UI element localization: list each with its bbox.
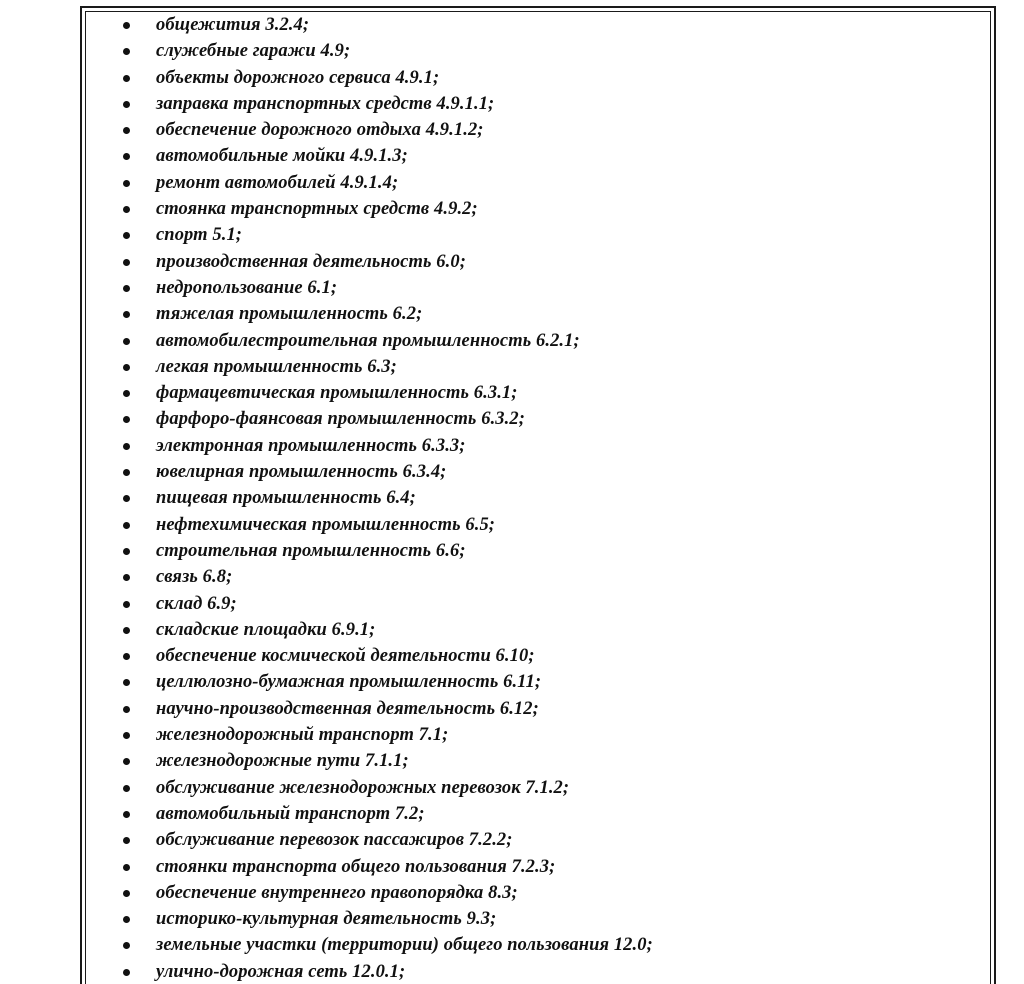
bullet-icon xyxy=(123,22,130,29)
list-item-text: целлюлозно-бумажная промышленность 6.11; xyxy=(156,672,542,693)
list-item-text: стоянки транспорта общего пользования 7.2.3; xyxy=(156,856,556,877)
list-item xyxy=(0,564,1024,590)
list-item-text: легкая промышленность 6.3; xyxy=(156,356,397,377)
list-item xyxy=(0,932,1024,958)
list-item xyxy=(0,854,1024,880)
list-item-text: автомобильные мойки 4.9.1.3; xyxy=(156,146,408,167)
list-item xyxy=(0,354,1024,380)
list-item-text: обслуживание железнодорожных перевозок 7.1.2; xyxy=(156,777,570,798)
bullet-icon xyxy=(123,811,130,818)
list-item-text: обеспечение космической деятельности 6.10; xyxy=(156,646,535,667)
list-item xyxy=(0,696,1024,722)
bullet-icon xyxy=(123,864,130,871)
list-item xyxy=(0,959,1024,984)
list-item-text: недропользование 6.1; xyxy=(156,277,338,298)
list-item-text: железнодорожный транспорт 7.1; xyxy=(156,725,449,746)
list-item-text: нефтехимическая промышленность 6.5; xyxy=(156,514,496,535)
list-item xyxy=(0,117,1024,143)
list-item xyxy=(0,433,1024,459)
bullet-icon xyxy=(123,48,130,55)
list-item-text: фарфоро-фаянсовая промышленность 6.3.2; xyxy=(156,409,525,430)
list-item xyxy=(0,275,1024,301)
bullet-icon xyxy=(123,679,130,686)
list-item xyxy=(0,669,1024,695)
list-item-text: склад 6.9; xyxy=(156,593,237,614)
list-item-text: тяжелая промышленность 6.2; xyxy=(156,304,423,325)
list-item-text: автомобильный транспорт 7.2; xyxy=(156,803,425,824)
bullet-icon xyxy=(123,574,130,581)
list-item xyxy=(0,801,1024,827)
list-item-text: складские площадки 6.9.1; xyxy=(156,619,376,640)
list-item-text: историко-культурная деятельность 9.3; xyxy=(156,909,497,930)
list-item xyxy=(0,170,1024,196)
bullet-icon xyxy=(123,601,130,608)
bullet-icon xyxy=(123,758,130,765)
list-item xyxy=(0,12,1024,38)
bullet-icon xyxy=(123,785,130,792)
list-item-text: электронная промышленность 6.3.3; xyxy=(156,435,466,456)
list-item xyxy=(0,196,1024,222)
bullet-icon xyxy=(123,232,130,239)
bullet-icon xyxy=(123,969,130,976)
list-item xyxy=(0,406,1024,432)
bullet-icon xyxy=(123,180,130,187)
list-item xyxy=(0,512,1024,538)
list-item-text: пищевая промышленность 6.4; xyxy=(156,488,416,509)
bullet-icon xyxy=(123,522,130,529)
list-item-text: ремонт автомобилей 4.9.1.4; xyxy=(156,172,399,193)
list-item xyxy=(0,722,1024,748)
list-item-text: спорт 5.1; xyxy=(156,225,243,246)
bullet-icon xyxy=(123,443,130,450)
bullet-icon xyxy=(123,706,130,713)
list-item xyxy=(0,459,1024,485)
list-item-text: стоянка транспортных средств 4.9.2; xyxy=(156,199,478,220)
list-item xyxy=(0,485,1024,511)
bullet-icon xyxy=(123,101,130,108)
list-item-text: фармацевтическая промышленность 6.3.1; xyxy=(156,383,518,404)
list-item-text: строительная промышленность 6.6; xyxy=(156,540,466,561)
list-item xyxy=(0,643,1024,669)
list-item-text: земельные участки (территории) общего пользования 12.0; xyxy=(156,935,653,956)
list-item xyxy=(0,591,1024,617)
bullet-icon xyxy=(123,890,130,897)
list-item-text: производственная деятельность 6.0; xyxy=(156,251,466,272)
bullet-icon xyxy=(123,653,130,660)
bullet-icon xyxy=(123,364,130,371)
list-item-text: научно-производственная деятельность 6.12; xyxy=(156,698,539,719)
bullet-icon xyxy=(123,206,130,213)
bullet-icon xyxy=(123,285,130,292)
list-item xyxy=(0,65,1024,91)
list-item xyxy=(0,249,1024,275)
list-item-text: общежития 3.2.4; xyxy=(156,15,310,35)
list-item-text: улично-дорожная сеть 12.0.1; xyxy=(156,961,406,982)
bullet-icon xyxy=(123,469,130,476)
bullet-icon xyxy=(123,627,130,634)
list-item-text: связь 6.8; xyxy=(156,567,233,588)
list-item-text: служебные гаражи 4.9; xyxy=(156,41,351,62)
list-item xyxy=(0,538,1024,564)
list-item xyxy=(0,827,1024,853)
bullet-icon xyxy=(123,153,130,160)
bullet-icon xyxy=(123,127,130,134)
bullet-icon xyxy=(123,732,130,739)
list-item-text: обслуживание перевозок пассажиров 7.2.2; xyxy=(156,830,513,851)
list-item xyxy=(0,91,1024,117)
bullet-icon xyxy=(123,916,130,923)
bullet-icon xyxy=(123,311,130,318)
list-item xyxy=(0,880,1024,906)
list-item-text: заправка транспортных средств 4.9.1.1; xyxy=(156,93,495,114)
list-item xyxy=(0,328,1024,354)
list-item xyxy=(0,301,1024,327)
list-item xyxy=(0,143,1024,169)
bullet-icon xyxy=(123,75,130,82)
bullet-icon xyxy=(123,390,130,397)
list-item xyxy=(0,775,1024,801)
list-item-text: ювелирная промышленность 6.3.4; xyxy=(156,462,447,483)
list-item xyxy=(0,748,1024,774)
list-item xyxy=(0,380,1024,406)
list-item-text: обеспечение дорожного отдыха 4.9.1.2; xyxy=(156,120,484,141)
list-item xyxy=(0,222,1024,248)
permitted-use-list xyxy=(0,12,1024,984)
bullet-icon xyxy=(123,259,130,266)
bullet-icon xyxy=(123,416,130,423)
list-item-text: автомобилестроительная промышленность 6.2.1; xyxy=(156,330,580,351)
list-item xyxy=(0,906,1024,932)
bullet-icon xyxy=(123,837,130,844)
bullet-icon xyxy=(123,548,130,555)
list-item-text: обеспечение внутреннего правопорядка 8.3; xyxy=(156,882,518,903)
bullet-icon xyxy=(123,942,130,949)
bullet-icon xyxy=(123,495,130,502)
list-item xyxy=(0,38,1024,64)
list-item-text: железнодорожные пути 7.1.1; xyxy=(156,751,409,772)
list-item xyxy=(0,617,1024,643)
list-item-text: объекты дорожного сервиса 4.9.1; xyxy=(156,67,440,88)
bullet-icon xyxy=(123,338,130,345)
